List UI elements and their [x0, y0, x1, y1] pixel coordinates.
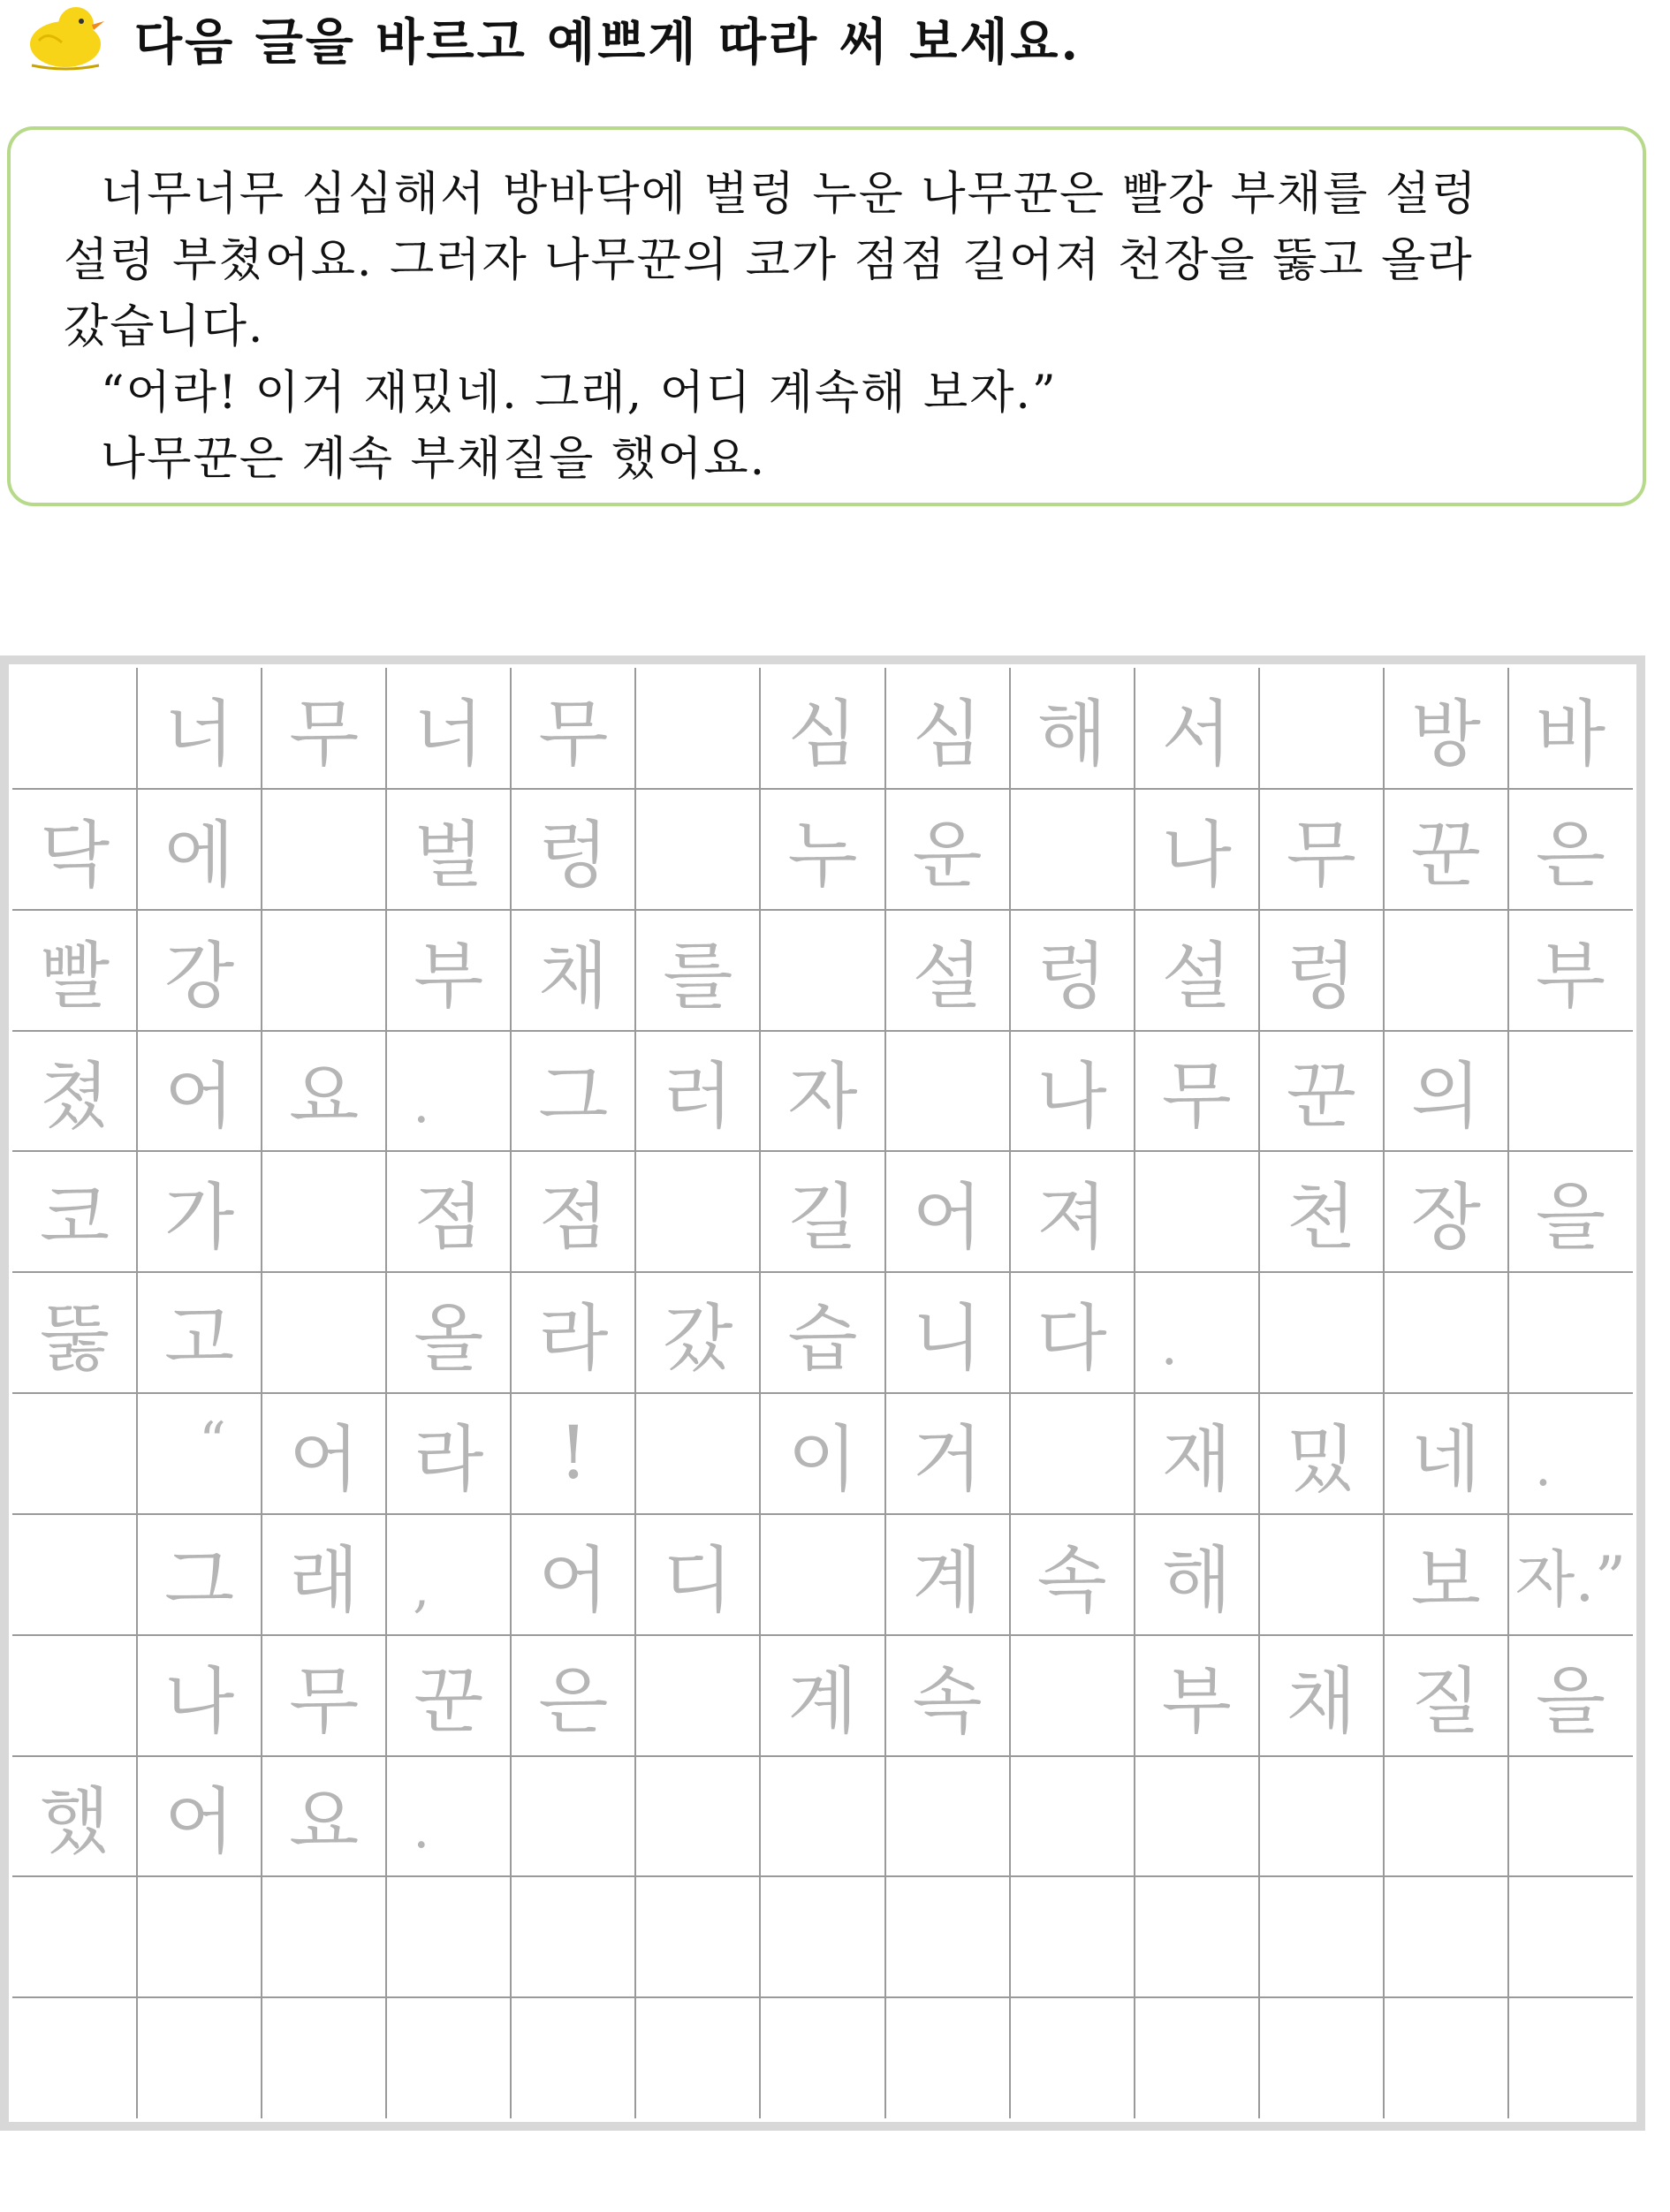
- trace-cell[interactable]: [1135, 1876, 1259, 1997]
- trace-cell[interactable]: .: [1160, 1314, 1178, 1377]
- trace-cell[interactable]: 쳤: [39, 1055, 110, 1140]
- trace-cell[interactable]: 계: [787, 1659, 858, 1744]
- trace-cell[interactable]: 채: [538, 934, 609, 1019]
- trace-cell[interactable]: 요: [289, 1055, 360, 1140]
- trace-cell[interactable]: [12, 1997, 137, 2118]
- trace-cell[interactable]: [262, 910, 386, 1031]
- trace-cell[interactable]: 바: [1535, 692, 1606, 776]
- trace-cell[interactable]: 누: [787, 813, 858, 898]
- trace-cell[interactable]: [511, 1997, 635, 2118]
- trace-cell[interactable]: [1010, 1393, 1135, 1514]
- instruction-title: 다음 글을 바르고 예쁘게 따라 써 보세요.: [134, 13, 1082, 72]
- trace-cell[interactable]: 심: [787, 692, 858, 776]
- trace-cell[interactable]: 고: [163, 1297, 235, 1382]
- trace-cell[interactable]: [760, 1997, 884, 2118]
- trace-cell[interactable]: 의: [1410, 1055, 1481, 1140]
- trace-cell[interactable]: 점: [538, 1176, 609, 1261]
- trace-cell[interactable]: [262, 1997, 386, 2118]
- trace-cell[interactable]: [635, 1876, 760, 1997]
- trace-cell[interactable]: 해: [1161, 1538, 1232, 1623]
- trace-cell[interactable]: 를: [663, 934, 733, 1019]
- trace-cell[interactable]: 은: [538, 1659, 609, 1744]
- trace-cell[interactable]: [1259, 1756, 1384, 1877]
- trace-cell[interactable]: [635, 789, 760, 910]
- trace-cell[interactable]: [760, 1876, 884, 1997]
- trace-cell[interactable]: 져: [1036, 1176, 1107, 1261]
- trace-cell[interactable]: [1135, 1756, 1259, 1877]
- trace-cell[interactable]: [760, 910, 884, 1031]
- trace-cell[interactable]: [1259, 1272, 1384, 1393]
- trace-cell[interactable]: 서: [1161, 692, 1232, 776]
- trace-cell[interactable]: 꾼: [1410, 813, 1481, 898]
- trace-cell[interactable]: 어: [163, 1055, 235, 1140]
- trace-cell[interactable]: [386, 1997, 511, 2118]
- trace-cell[interactable]: [1010, 1876, 1135, 1997]
- trace-cell[interactable]: “: [199, 1411, 226, 1473]
- trace-cell[interactable]: 디: [663, 1538, 733, 1623]
- trace-cell[interactable]: 설: [1161, 934, 1232, 1019]
- passage-box: [7, 126, 1646, 506]
- trace-cell[interactable]: 자: [787, 1055, 858, 1140]
- trace-cell[interactable]: [1384, 1876, 1508, 1997]
- trace-cell[interactable]: 운: [912, 813, 983, 898]
- trace-cell[interactable]: [760, 1514, 884, 1635]
- passage-line: 설렁 부쳤어요. 그러자 나무꾼의 코가 점점 길어져 천장을 뚫고 올라: [64, 234, 1474, 287]
- trace-cell[interactable]: [1508, 1876, 1633, 1997]
- trace-cell[interactable]: .: [1534, 1436, 1552, 1498]
- trace-cell[interactable]: [1259, 1997, 1384, 2118]
- trace-cell[interactable]: 뚫: [39, 1297, 110, 1382]
- trace-cell[interactable]: [635, 1635, 760, 1756]
- trace-cell[interactable]: 올: [414, 1297, 484, 1382]
- trace-cell[interactable]: 렁: [538, 813, 609, 898]
- practice-grid: [12, 668, 1633, 2118]
- trace-cell[interactable]: 가: [163, 1176, 235, 1261]
- trace-cell[interactable]: 요: [289, 1780, 360, 1865]
- passage-line: “어라! 이거 재밌네. 그래, 어디 계속해 보자.”: [101, 367, 1058, 420]
- trace-cell[interactable]: [12, 1635, 137, 1756]
- trace-cell[interactable]: 습: [787, 1297, 858, 1382]
- trace-cell[interactable]: [12, 1393, 137, 1514]
- trace-cell[interactable]: 보: [1410, 1538, 1481, 1623]
- trace-cell[interactable]: [635, 1997, 760, 2118]
- trace-cell[interactable]: 해: [1036, 692, 1107, 776]
- trace-cell[interactable]: [1384, 1997, 1508, 2118]
- trace-cell[interactable]: [1508, 1031, 1633, 1152]
- trace-cell[interactable]: 나: [1036, 1055, 1107, 1140]
- trace-cell[interactable]: 어: [912, 1176, 983, 1261]
- trace-cell[interactable]: 어: [289, 1417, 360, 1502]
- trace-cell[interactable]: [511, 1876, 635, 1997]
- trace-cell[interactable]: 래: [289, 1538, 360, 1623]
- trace-cell[interactable]: 다: [1036, 1297, 1107, 1382]
- trace-cell[interactable]: 어: [538, 1538, 609, 1623]
- trace-cell[interactable]: 라: [538, 1297, 609, 1382]
- trace-cell[interactable]: !: [558, 1411, 588, 1496]
- trace-cell[interactable]: 자.”: [1514, 1542, 1627, 1616]
- trace-cell[interactable]: 설: [912, 934, 983, 1019]
- trace-cell[interactable]: ,: [413, 1557, 430, 1619]
- trace-cell[interactable]: 을: [1535, 1659, 1606, 1744]
- trace-cell[interactable]: 부: [1161, 1659, 1232, 1744]
- trace-cell[interactable]: [885, 1997, 1010, 2118]
- trace-cell[interactable]: [1259, 1876, 1384, 1997]
- trace-cell[interactable]: [885, 1876, 1010, 1997]
- trace-cell[interactable]: 장: [1410, 1176, 1481, 1261]
- trace-cell[interactable]: [635, 668, 760, 789]
- trace-cell[interactable]: [262, 789, 386, 910]
- trace-cell[interactable]: [1259, 668, 1384, 789]
- trace-cell[interactable]: 이: [787, 1417, 858, 1502]
- trace-cell[interactable]: 거: [912, 1417, 983, 1502]
- trace-cell[interactable]: 부: [414, 934, 484, 1019]
- trace-cell[interactable]: [1010, 1635, 1135, 1756]
- trace-cell[interactable]: [760, 1756, 884, 1877]
- trace-cell[interactable]: [262, 1151, 386, 1272]
- trace-cell[interactable]: 을: [1535, 1176, 1606, 1261]
- trace-cell[interactable]: 나: [1161, 813, 1232, 898]
- trace-cell[interactable]: 라: [414, 1417, 484, 1502]
- trace-cell[interactable]: [1259, 1514, 1384, 1635]
- trace-cell[interactable]: [137, 1876, 262, 1997]
- trace-cell[interactable]: 닥: [39, 813, 110, 898]
- trace-cell[interactable]: 렁: [1286, 934, 1356, 1019]
- trace-cell[interactable]: 부: [1535, 934, 1606, 1019]
- trace-cell[interactable]: [885, 1756, 1010, 1877]
- trace-cell[interactable]: 은: [1535, 813, 1606, 898]
- trace-cell[interactable]: 너: [414, 692, 484, 776]
- trace-cell[interactable]: 러: [663, 1055, 733, 1140]
- trace-cell[interactable]: [1384, 1272, 1508, 1393]
- trace-cell[interactable]: 벌: [414, 813, 484, 898]
- passage-line: 나무꾼은 계속 부채질을 했어요.: [101, 433, 767, 486]
- passage-line: 너무너무 심심해서 방바닥에 벌렁 누운 나무꾼은 빨강 부채를 설렁: [101, 168, 1478, 221]
- trace-cell[interactable]: 빨: [39, 934, 110, 1019]
- passage-line: 갔습니다.: [64, 300, 265, 353]
- trace-cell[interactable]: [1135, 1151, 1259, 1272]
- practice-grid-frame: [0, 655, 1645, 2131]
- trace-cell[interactable]: [137, 1997, 262, 2118]
- trace-cell[interactable]: [1508, 1272, 1633, 1393]
- trace-cell[interactable]: [511, 1756, 635, 1877]
- trace-cell[interactable]: [1010, 789, 1135, 910]
- trace-cell[interactable]: [1384, 1756, 1508, 1877]
- trace-cell[interactable]: 심: [912, 692, 983, 776]
- trace-cell[interactable]: [12, 1514, 137, 1635]
- trace-cell[interactable]: [1508, 1997, 1633, 2118]
- trace-cell[interactable]: 꾼: [1286, 1055, 1356, 1140]
- trace-cell[interactable]: 무: [289, 692, 360, 776]
- trace-cell[interactable]: 에: [163, 813, 235, 898]
- trace-cell[interactable]: 계: [912, 1538, 983, 1623]
- trace-cell[interactable]: 질: [1410, 1659, 1481, 1744]
- trace-cell[interactable]: 재: [1161, 1417, 1232, 1502]
- trace-cell[interactable]: [262, 1876, 386, 1997]
- trace-cell[interactable]: [1508, 1756, 1633, 1877]
- trace-cell[interactable]: .: [413, 1073, 430, 1136]
- trace-cell[interactable]: [635, 1756, 760, 1877]
- trace-cell[interactable]: 꾼: [414, 1659, 484, 1744]
- trace-cell[interactable]: 무: [289, 1659, 360, 1744]
- trace-cell[interactable]: 무: [538, 692, 609, 776]
- trace-cell[interactable]: 속: [1036, 1538, 1107, 1623]
- chick-icon: [12, 4, 110, 74]
- trace-cell[interactable]: [885, 1031, 1010, 1152]
- trace-cell[interactable]: 니: [912, 1297, 983, 1382]
- trace-cell[interactable]: 어: [163, 1780, 235, 1865]
- trace-cell[interactable]: 점: [414, 1176, 484, 1261]
- trace-cell[interactable]: [12, 668, 137, 789]
- trace-cell[interactable]: 그: [163, 1538, 235, 1623]
- trace-cell[interactable]: [1384, 910, 1508, 1031]
- trace-cell[interactable]: 무: [1161, 1055, 1232, 1140]
- trace-cell[interactable]: 천: [1286, 1176, 1356, 1261]
- trace-cell[interactable]: [1135, 1997, 1259, 2118]
- trace-cell[interactable]: 무: [1286, 813, 1356, 898]
- trace-cell[interactable]: [12, 1876, 137, 1997]
- trace-cell[interactable]: 너: [163, 692, 235, 776]
- trace-cell[interactable]: [386, 1876, 511, 1997]
- trace-cell[interactable]: 채: [1286, 1659, 1356, 1744]
- trace-cell[interactable]: 방: [1410, 692, 1481, 776]
- trace-cell[interactable]: [1010, 1997, 1135, 2118]
- trace-cell[interactable]: [635, 1151, 760, 1272]
- trace-cell[interactable]: 코: [39, 1176, 110, 1261]
- trace-cell[interactable]: [1010, 1756, 1135, 1877]
- trace-cell[interactable]: 갔: [663, 1297, 733, 1382]
- trace-cell[interactable]: 강: [163, 934, 235, 1019]
- trace-cell[interactable]: 속: [912, 1659, 983, 1744]
- trace-cell[interactable]: 렁: [1036, 934, 1107, 1019]
- trace-cell[interactable]: [262, 1272, 386, 1393]
- trace-cell[interactable]: 네: [1410, 1417, 1481, 1502]
- trace-cell[interactable]: 했: [39, 1780, 110, 1865]
- trace-cell[interactable]: 길: [787, 1176, 858, 1261]
- trace-cell[interactable]: .: [413, 1799, 430, 1861]
- trace-cell[interactable]: [635, 1393, 760, 1514]
- trace-cell[interactable]: 밌: [1286, 1417, 1356, 1502]
- trace-cell[interactable]: 나: [163, 1659, 235, 1744]
- header: [12, 4, 1081, 74]
- trace-cell[interactable]: 그: [538, 1055, 609, 1140]
